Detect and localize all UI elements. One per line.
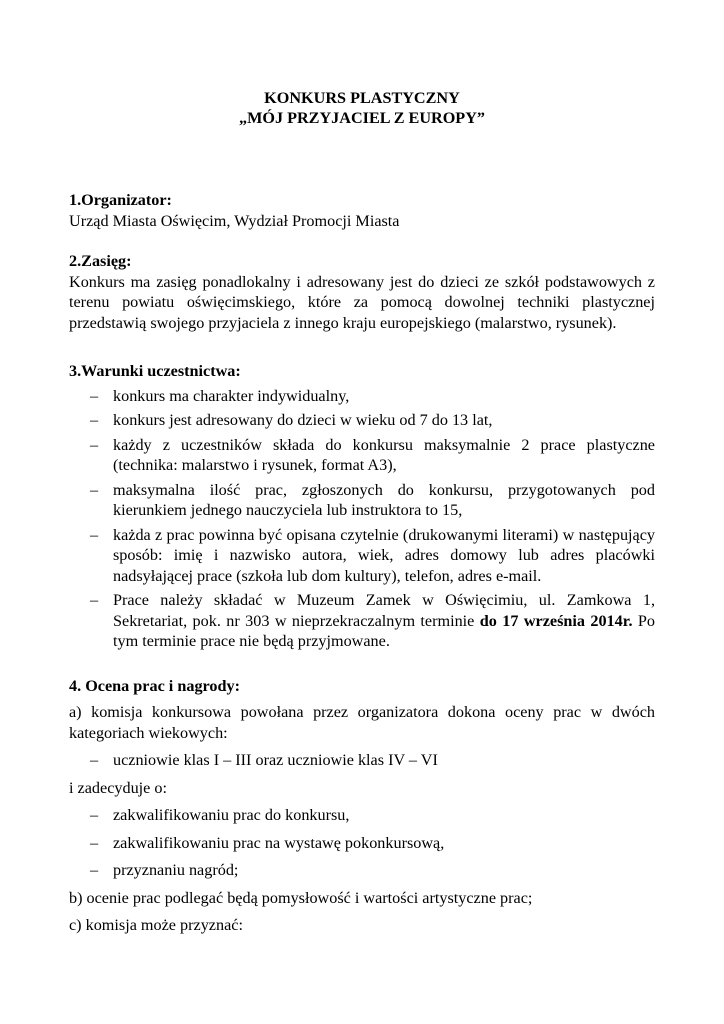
section-2-text: Konkurs ma zasięg ponadlokalny i adresowany jest do dzieci ze szkół podstawowych z terenu powiatu oświęcimskiego, które za pomocą dowolnej techniki plastycznej przedstawią swojego przyjaciela z innego kraju europejskiego (malarstwo, rysunek).: [69, 272, 655, 332]
section-2-heading: 2.Zasięg:: [69, 252, 132, 270]
decides-text: i zadecyduje o:: [69, 778, 167, 797]
dash-bullet: –: [90, 861, 99, 879]
list-item: – konkurs jest adresowany do dzieci w wieku od 7 do 13 lat,: [90, 411, 493, 429]
list-item: – zakwalifikowaniu prac do konkursu,: [90, 806, 350, 824]
section-scope: [69, 251, 655, 333]
document-page: [69, 88, 655, 936]
list-item: – każda z prac powinna być opisana czytelnie (drukowanymi literami) w następujący sposób: imię i nazwisko autora, wiek, adres domowy lub adres placówki nadsyłającej prace (szkoła lub dom kultury), telefon, adres e-mail.: [90, 525, 655, 585]
document-title: [69, 88, 655, 128]
dash-bullet: –: [90, 525, 99, 544]
list-item: – konkurs ma charakter indywidualny,: [90, 386, 350, 405]
section-1-text: Urząd Miasta Oświęcim, Wydział Promocji Miasta: [69, 211, 400, 230]
paragraph-c: c) komisja może przyznać:: [69, 916, 243, 934]
dash-bullet: –: [90, 591, 99, 609]
section-4-heading: 4. Ocena prac i nagrody:: [69, 676, 241, 695]
dash-bullet: –: [90, 833, 99, 852]
list-item: – zakwalifikowaniu prac na wystawę pokonkursową,: [90, 833, 445, 852]
title-line-2: „MÓJ PRZYJACIEL Z EUROPY”: [239, 109, 485, 127]
list-item: – przyznaniu nagród;: [90, 861, 239, 879]
list-item: – uczniowie klas I – III oraz uczniowie klas IV – VI: [90, 751, 438, 769]
dash-bullet: –: [90, 751, 99, 769]
paragraph-a: a) komisja konkursowa powołana przez organizatora dokona oceny prac w dwóch kategoriach wiekowych:: [69, 703, 655, 742]
dash-bullet: –: [90, 806, 99, 824]
conditions-list: [69, 386, 655, 652]
title-line-1: KONKURS PLASTYCZNY: [264, 89, 460, 107]
decisions-list: [69, 805, 655, 881]
deadline-date: do 17 września 2014r.: [479, 611, 633, 630]
section-conditions: [69, 361, 655, 652]
section-organizer: [69, 190, 655, 231]
dash-bullet: –: [90, 411, 99, 429]
section-3-heading: 3.Warunki uczestnictwa:: [69, 362, 241, 380]
dash-bullet: –: [90, 435, 99, 454]
list-item: – maksymalna ilość prac, zgłoszonych do konkursu, przygotowanych pod kierunkiem jednego nauczyciela lub instruktora to 15,: [90, 480, 655, 519]
section-evaluation: [69, 676, 655, 936]
section-1-heading: 1.Organizator:: [69, 191, 172, 209]
paragraph-b: b) ocenie prac podlegać będą pomysłowość i wartości artystyczne prac;: [69, 888, 533, 907]
dash-bullet: –: [90, 386, 99, 405]
categories-list: [69, 750, 655, 771]
dash-bullet: –: [90, 480, 99, 499]
list-item-deadline: – Prace należy składać w Muzeum Zamek w Oświęcimiu, ul. Zamkowa 1, Sekretariat, pok. nr 303 w nieprzekraczalnym terminie do 17 września 2014r. Po tym terminie prace nie będą przyjmowane.: [90, 591, 655, 650]
list-item: – każdy z uczestników składa do konkursu maksymalnie 2 prace plastyczne (technika: malarstwo i rysunek, format A3),: [90, 435, 655, 474]
